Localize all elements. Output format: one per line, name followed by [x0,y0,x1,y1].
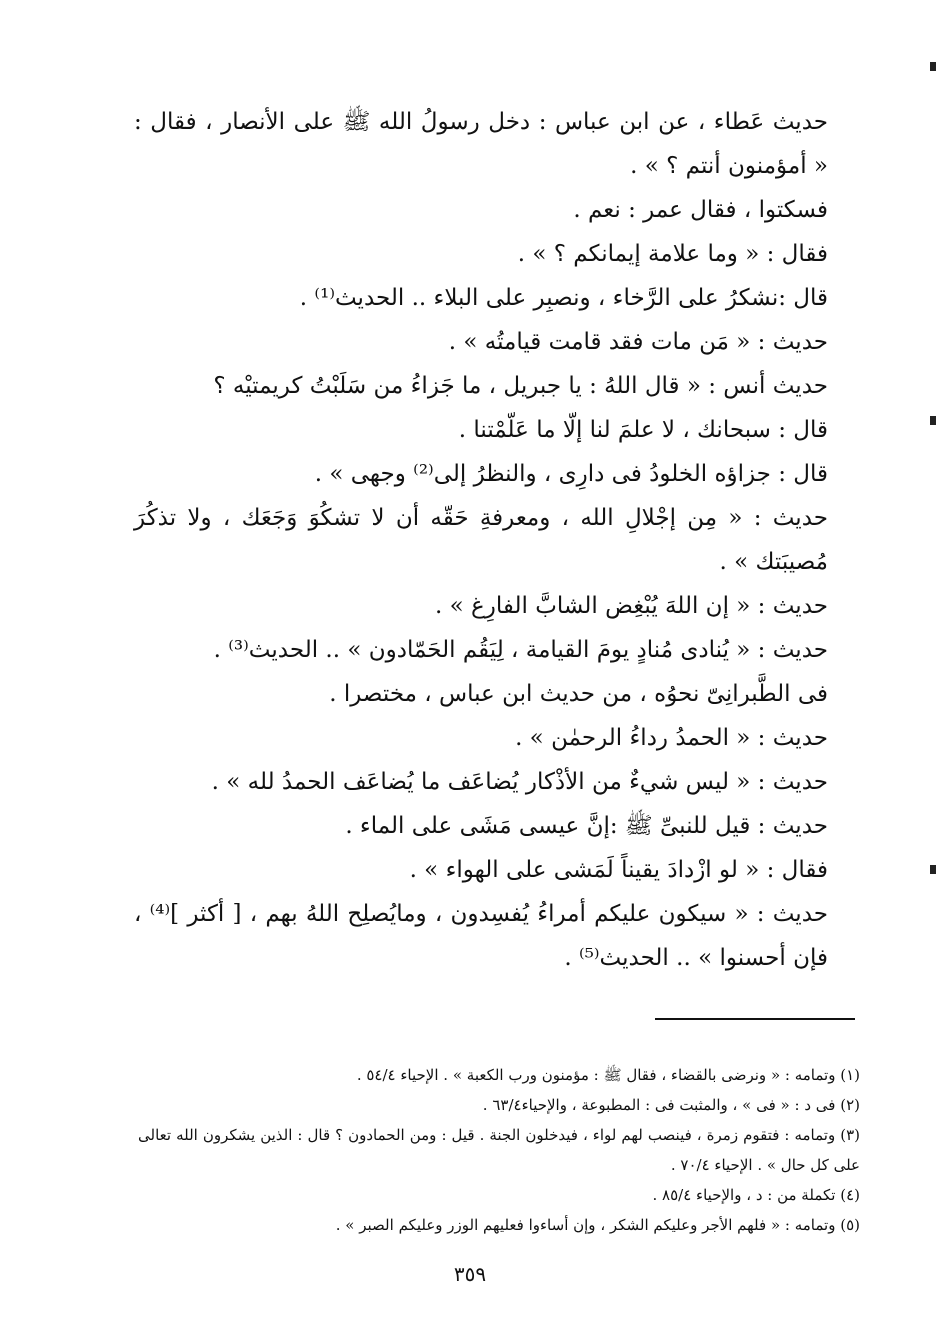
paragraph: حديث : « سيكون عليكم أمراءُ يُفسِدون ، ومايُصلِح اللهُ بهم ، [ أكثر ]⁽⁴⁾ ، فإن أحسنوا » .. الحديث⁽⁵⁾ . [134,901,828,971]
scan-edge-mark [930,62,936,71]
paragraph: حديث عَطاء ، عن ابن عباس : دخل رسولُ الله ﷺ على الأنصار ، فقال : « أمؤمنون أنتم ؟ » . [134,109,828,179]
paragraph: حديث : « إن اللهَ يُبْغِض الشابَّ الفارِغ » . [435,593,828,619]
paragraph: فسكتوا ، فقال عمر : نعم . [573,197,828,223]
paragraph: حديث : « مِن إجْلالِ الله ، ومعرفةِ حَقّه أن لا تشكُوَ وَجَعَك ، ولا تذكُرَ مُصيبَتك » . [134,505,828,575]
footnote: (٥) وتمامه : « فلهم الأجر وعليكم الشكر ، وإن أساءوا فعليهم الوزر وعليكم الصبر » . [335,1216,860,1234]
paragraph: حديث : « الحمدُ رداءُ الرحمٰن » . [515,725,828,751]
footnote: (١) وتمامه : « ونرضى بالقضاء ، فقال ﷺ : مؤمنون ورب الكعبة » . الإحياء ٥٤/٤ . [356,1066,860,1084]
footnote: (٤) تكملة من : د ، والإحياء ٨٥/٤ . [652,1186,860,1204]
paragraph: حديث : « مَن مات فقد قامت قيامتُه » . [448,329,828,355]
footnote: (٢) فى د : « فى » ، والمثبت فى : المطبوعة ، والإحياء٦٣/٤ . [482,1096,860,1114]
paragraph: فقال : « لو ازْدادَ يقيناً لَمَشى على الهواء » . [409,857,828,883]
paragraph: حديث : قيل للنبىِّ ﷺ :إنَّ عيسى مَشَى على الماء . [345,813,828,839]
paragraph: قال :نشكرُ على الرَّخاء ، ونصبِر على البلاء .. الحديث⁽¹⁾ . [299,285,828,311]
footnote: (٣) وتمامه : فتقوم زمرة ، فينصب لهم لواء ، فيدخلون الجنة . قيل : ومن الحمادون ؟ قال : الذين يشكرون الله تعالى على كل حال » . الإحياء ٧٠/٤ . [138,1126,860,1174]
paragraph: قال : سبحانك ، لا علمَ لنا إلّا ما عَلّمْتنا . [458,417,828,443]
paragraph: حديث : « يُنادى مُنادٍ يومَ القيامة ، لِيَقُم الحَمّادون » .. الحديث⁽³⁾ . [213,637,828,663]
scan-edge-mark [930,416,936,425]
paragraph: حديث أنس : « قال اللهُ : يا جبريل ، ما جَزاءُ من سَلَبْتُ كريمتيْه ؟ [213,373,828,399]
paragraph: حديث : « ليس شيءٌ من الأذْكار يُضاعَف ما يُضاعَف الحمدُ لله » . [211,769,828,795]
main-text [134,100,828,980]
paragraph: فى الطَّبرانِىّ نحوُه ، من حديث ابن عباس ، مختصرا . [329,681,828,707]
footnotes [138,1060,860,1240]
footnote-separator [655,1018,855,1020]
paragraph: فقال : « وما علامة إيمانكم ؟ » . [517,241,828,267]
scan-edge-mark [930,865,936,874]
paragraph: قال : جزاؤه الخلودُ فى دارِى ، والنظرُ إلى⁽²⁾ وجهى » . [314,461,828,487]
page-number: ٣٥٩ [453,1262,487,1286]
